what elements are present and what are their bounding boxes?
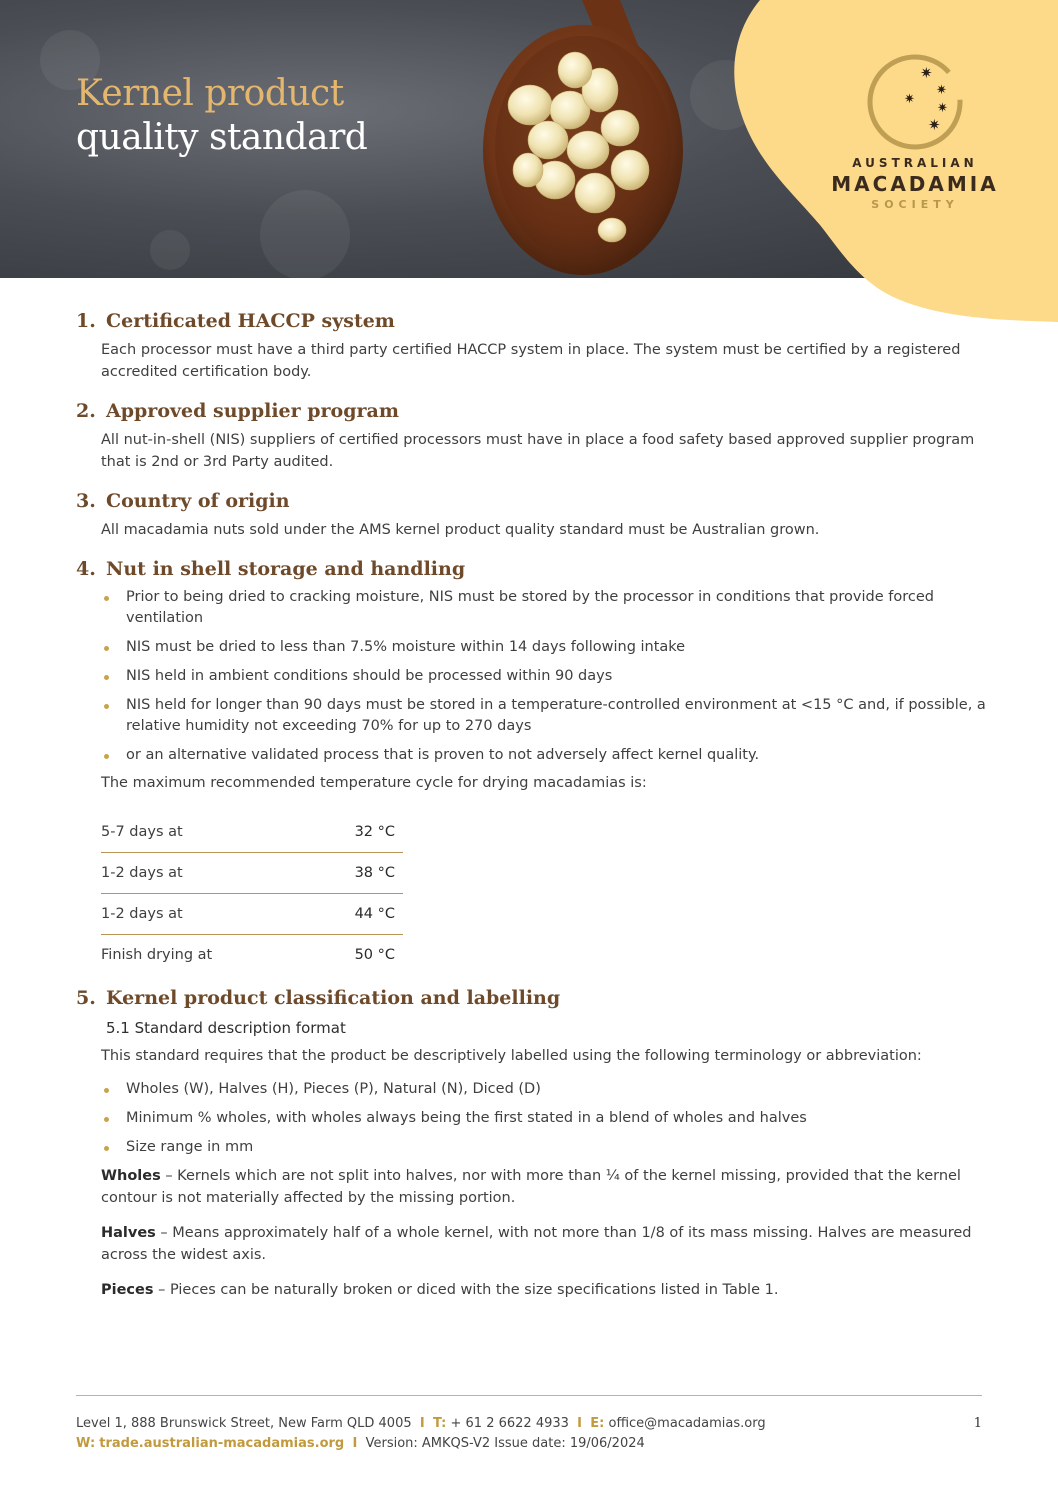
logo-text-macadamia: MACADAMIA [831,172,999,196]
section-text: This standard requires that the product be descriptively labelled using the following terminology or abbreviation: [101,1048,922,1064]
bullet-list [76,1079,986,1158]
list-item: or an alternative validated process that is proven to not adversely affect kernel quality. [101,745,986,766]
page-title-line1: Kernel product [76,73,344,114]
bullet-dot-icon [104,675,109,680]
list-item: NIS held in ambient conditions should be processed within 90 days [101,666,986,687]
drying-temperature-table [101,812,403,975]
footer-phone[interactable]: + 61 2 6622 4933 [450,1416,569,1431]
page-title-line2: quality standard [76,117,368,158]
logo-text-society: SOCIETY [871,198,959,211]
footer-website-link[interactable]: trade.australian-macadamias.org [99,1436,345,1451]
list-item: Prior to being dried to cracking moisture, NIS must be stored by the processor in conditions that provide forced ventilation [101,587,986,629]
bullet-dot-icon [104,1117,109,1122]
footer-email-link[interactable]: office@macadamias.org [608,1416,766,1431]
table-row: Finish drying at 50 °C [101,947,395,963]
bullet-dot-icon [104,1088,109,1093]
list-item: Size range in mm [101,1137,986,1158]
section-text: All macadamia nuts sold under the AMS kernel product quality standard must be Australian grown. [101,522,820,538]
svg-text:✷: ✷ [904,92,915,107]
svg-text:✷: ✷ [928,116,941,134]
section-heading: 4. Nut in shell storage and handling [76,558,466,580]
bullet-dot-icon [104,704,109,709]
bullet-dot-icon [104,596,109,601]
definition-wholes: Wholes – Kernels which are not split into halves, nor with more than ¼ of the kernel missing, provided that the kernel contour is not materially affected by the missing portion. [101,1168,961,1206]
footer-version: Version: AMKQS-V2 Issue date: 19/06/2024 [365,1436,645,1451]
bullet-dot-icon [104,754,109,759]
section-heading: 5. Kernel product classification and labelling [76,987,561,1009]
footer-web-line: W: trade.australian-macadamias.org I Version: AMKQS-V2 Issue date: 19/06/2024 [76,1436,645,1451]
definition-pieces: Pieces – Pieces can be naturally broken or diced with the size specifications listed in Table 1. [101,1282,779,1298]
definition-halves: Halves – Means approximately half of a whole kernel, with not more than 1/8 of its mass missing. Halves are measured across the widest axis. [101,1225,972,1263]
section-heading: 2. Approved supplier program [76,400,399,422]
page-title [76,72,367,160]
document-body [76,310,986,1301]
page-footer [76,1414,982,1454]
footer-contact-line: Level 1, 888 Brunswick Street, New Farm QLD 4005 I T: + 61 2 6622 4933 I E: office@macadamias.org [76,1416,766,1431]
logo-text-australian: AUSTRALIAN [852,156,978,170]
section-heading: 3. Country of origin [76,490,290,512]
bullet-list [76,587,986,766]
footer-address: Level 1, 888 Brunswick Street, New Farm QLD 4005 [76,1416,412,1431]
svg-text:✷: ✷ [936,83,947,98]
list-item: Minimum % wholes, with wholes always being the first stated in a blend of wholes and halves [101,1108,986,1129]
page-number: 1 [973,1416,982,1431]
bullet-dot-icon [104,1146,109,1151]
section-text: All nut-in-shell (NIS) suppliers of certified processors must have in place a food safety based approved supplier program that is 2nd or 3rd Party audited. [101,432,975,470]
bullet-dot-icon [104,646,109,651]
footer-divider [76,1395,982,1396]
svg-text:✷: ✷ [937,101,948,116]
list-item: NIS held for longer than 90 days must be stored in a temperature-controlled environment at <15 °C and, if possible, a relative humidity not exceeding 70% for up to 270 days [101,695,986,737]
section-text: Each processor must have a third party certified HACCP system in place. The system must be certified by a registered accredited certification body. [101,342,961,380]
list-item: Wholes (W), Halves (H), Pieces (P), Natural (N), Diced (D) [101,1079,986,1100]
table-row: 1-2 days at 38 °C [101,853,403,894]
section-heading: 1. Certificated HACCP system [76,310,395,332]
svg-text:✷: ✷ [920,64,933,82]
table-row: 1-2 days at 44 °C [101,894,403,935]
sub-heading: 5.1 Standard description format [106,1019,346,1037]
list-item: NIS must be dried to less than 7.5% moisture within 14 days following intake [101,637,986,658]
table-intro: The maximum recommended temperature cycle for drying macadamias is: [101,775,647,791]
table-row: 5-7 days at 32 °C [101,812,403,853]
